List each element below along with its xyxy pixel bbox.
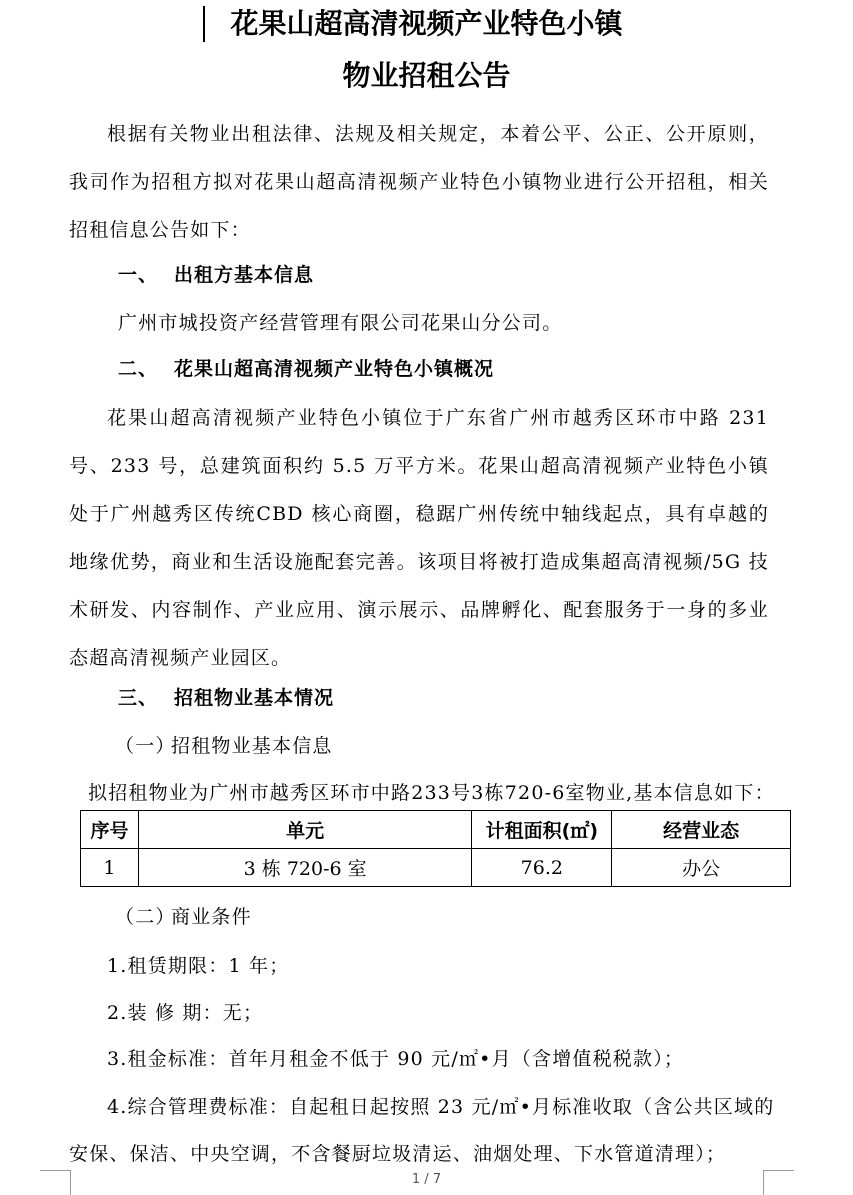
- header-area: 计租面积(㎡): [472, 811, 612, 849]
- condition-1: 1.租赁期限：1 年；: [107, 955, 290, 977]
- subsection-2-title: 商业条件: [171, 906, 252, 928]
- section-3-heading: [118, 685, 334, 711]
- title-line-2: 物业招租公告: [342, 59, 511, 92]
- cell-business-type: 办公: [612, 849, 791, 887]
- section-2-body: 花果山超高清视频产业特色小镇位于广东省广州市越秀区环市中路 231 号、233 号，总建筑面积约 5.5 万平方米。花果山超高清视频产业特色小镇处于广州越秀区传统CBD 核心商圈，稳踞广州传统中轴线起点，具有卓越的地缘优势，商业和生活设施配套完善。该项目将被打造成集超高清视频/5G 技术研发、内容制作、产业应用、演示展示、品牌孵化、配套服务于一身的多业态超高清视频产业园区。: [69, 407, 769, 669]
- header-business-type: 经营业态: [612, 811, 791, 849]
- header-index: 序号: [81, 811, 139, 849]
- section-1-heading: [118, 262, 314, 288]
- section-1-body: 广州市城投资产经营管理有限公司花果山分公司。: [118, 312, 563, 334]
- property-table: [80, 810, 791, 887]
- section-2-heading: [118, 356, 494, 382]
- condition-4-continued: 安保、保洁、中央空调，不含餐厨垃圾清运、油烟处理、下水管道清理）；: [69, 1143, 727, 1165]
- condition-2: 2.装 修 期：无；: [107, 1002, 264, 1024]
- intro-paragraph: 根据有关物业出租法律、法规及相关规定，本着公平、公正、公开原则，我司作为招租方拟对花果山超高清视频产业特色小镇物业进行公开招租，相关招租信息公告如下：: [69, 123, 769, 241]
- subsection-2-number: （二）: [115, 906, 176, 928]
- cell-unit: 3 栋 720-6 室: [138, 849, 472, 887]
- table-header-row: [81, 811, 791, 849]
- title-line-1: 花果山超高清视频产业特色小镇: [230, 7, 623, 40]
- table-row: [81, 849, 791, 887]
- property-info-text: 拟招租物业为广州市越秀区环市中路233号3栋720-6室物业,基本信息如下：: [88, 782, 775, 804]
- subsection-1-title: 招租物业基本信息: [171, 735, 333, 757]
- subsection-1-heading: [115, 733, 333, 759]
- header-unit: 单元: [138, 811, 472, 849]
- condition-4: 4.综合管理费标准：自起租日起按照 23 元/㎡•月标准收取（含公共区域的: [107, 1096, 775, 1118]
- cell-index: 1: [81, 849, 139, 887]
- section-1-number: 一、: [118, 264, 159, 286]
- section-3-title: 招租物业基本情况: [174, 687, 335, 709]
- section-3-number: 三、: [118, 687, 159, 709]
- cell-area: 76.2: [472, 849, 612, 887]
- subsection-2-heading: [115, 904, 252, 930]
- condition-3: 3.租金标准：首年月租金不低于 90 元/㎡•月（含增值税税款）；: [107, 1048, 685, 1070]
- subsection-1-number: （一）: [115, 735, 176, 757]
- page-number: 1 / 7: [411, 1172, 442, 1187]
- section-2-number: 二、: [118, 358, 159, 380]
- section-2-title: 花果山超高清视频产业特色小镇概况: [174, 358, 495, 380]
- section-1-title: 出租方基本信息: [174, 264, 315, 286]
